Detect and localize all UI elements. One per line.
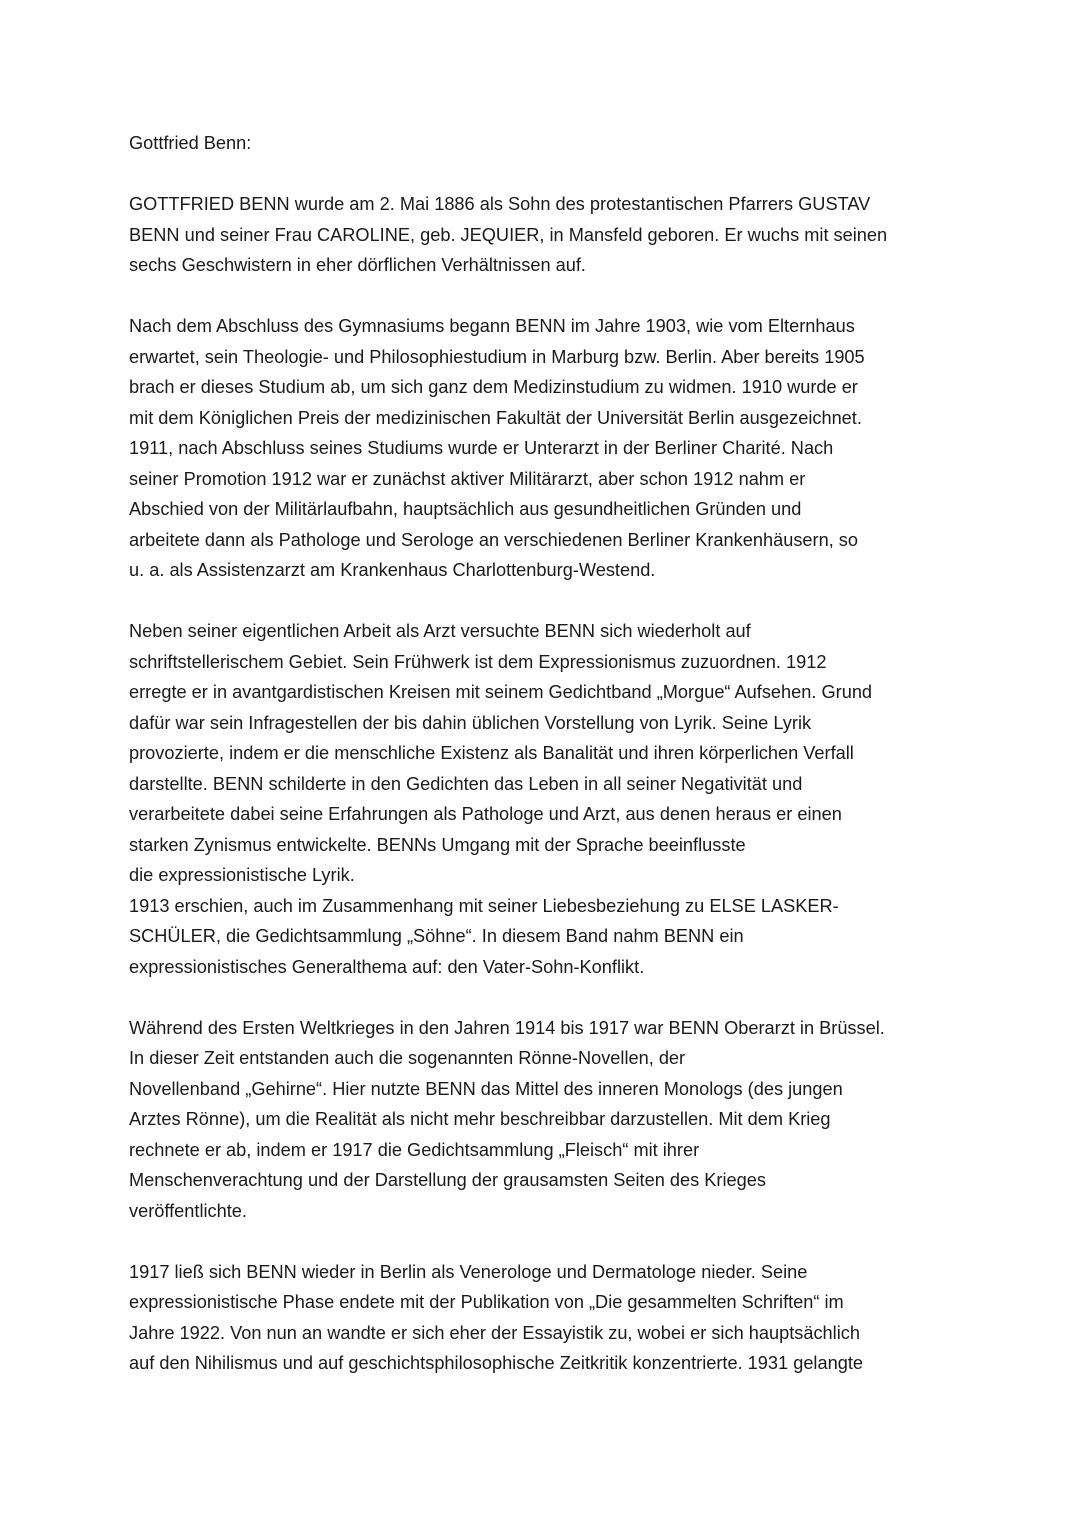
text-line: Novellenband „Gehirne“. Hier nutzte BENN das Mittel des inneren Monologs (des jungen — [129, 1078, 843, 1099]
text-line: u. a. als Assistenzarzt am Krankenhaus Charlottenburg-Westend. — [129, 560, 656, 580]
text-line: BENN und seiner Frau CAROLINE, geb. JEQUIER, in Mansfeld geboren. Er wuchs mit seinen — [129, 224, 888, 245]
text-line: Arztes Rönne), um die Realität als nicht mehr beschreibbar darzustellen. Mit dem Krieg — [129, 1109, 831, 1129]
paragraph-berlin-return — [129, 1257, 959, 1379]
text-line: auf den Nihilismus und auf geschichtsphilosophische Zeitkritik konzentrierte. 1931 gelangte — [129, 1353, 863, 1373]
text-line: 1913 erschien, auch im Zusammenhang mit seiner Liebesbeziehung zu ELSE LASKER- — [129, 895, 839, 916]
paragraph-world-war — [129, 1013, 959, 1227]
document-body — [129, 128, 959, 1379]
paragraph-early-work — [129, 616, 959, 982]
paragraph-spacer — [129, 159, 959, 190]
text-line: GOTTFRIED BENN wurde am 2. Mai 1886 als Sohn des protestantischen Pfarrers GUSTAV — [129, 194, 871, 214]
text-line: In dieser Zeit entstanden auch die sogenannten Rönne-Novellen, der — [129, 1048, 686, 1068]
text-line: erregte er in avantgardistischen Kreisen mit seinem Gedichtband „Morgue“ Aufsehen. Grund — [129, 682, 873, 702]
text-line: seiner Promotion 1912 war er zunächst aktiver Militärarzt, aber schon 1912 nahm er — [129, 468, 806, 489]
text-line: darstellte. BENN schilderte in den Gedichten das Leben in all seiner Negativität und — [129, 773, 803, 794]
text-line: schriftstellerischem Gebiet. Sein Frühwerk ist dem Expressionismus zuzuordnen. 1912 — [129, 651, 827, 672]
text-line: provozierte, indem er die menschliche Existenz als Banalität und ihren körperlichen Verfall — [129, 743, 854, 763]
text-line: verarbeitete dabei seine Erfahrungen als Pathologe und Arzt, aus denen heraus er einen — [129, 804, 842, 824]
text-line: arbeitete dann als Pathologe und Serologe an verschiedenen Berliner Krankenhäusern, so — [129, 529, 859, 550]
text-line: SCHÜLER, die Gedichtsammlung „Söhne“. In diesem Band nahm BENN ein — [129, 926, 744, 946]
text-line: Nach dem Abschluss des Gymnasiums begann BENN im Jahre 1903, wie vom Elternhaus — [129, 316, 855, 336]
text-line: mit dem Königlichen Preis der medizinischen Fakultät der Universität Berlin ausgezeichnet. — [129, 407, 862, 428]
text-line: starken Zynismus entwickelte. BENNs Umgang mit der Sprache beeinflusste — [129, 834, 746, 855]
text-line: Menschenverachtung und der Darstellung der grausamsten Seiten des Krieges — [129, 1170, 766, 1190]
paragraph-spacer — [129, 1226, 959, 1257]
document-title: Gottfried Benn: — [129, 133, 252, 153]
text-line: Abschied von der Militärlaufbahn, hauptsächlich aus gesundheitlichen Gründen und — [129, 499, 802, 519]
paragraph-spacer — [129, 586, 959, 617]
text-line: sechs Geschwistern in eher dörflichen Verhältnissen auf. — [129, 255, 586, 275]
paragraph-spacer — [129, 982, 959, 1013]
paragraph-spacer — [129, 281, 959, 312]
text-line: dafür war sein Infragestellen der bis dahin üblichen Vorstellung von Lyrik. Seine Lyrik — [129, 712, 812, 733]
text-line: brach er dieses Studium ab, um sich ganz dem Medizinstudium zu widmen. 1910 wurde er — [129, 377, 858, 397]
paragraph-education — [129, 311, 959, 586]
paragraph-birth — [129, 189, 959, 281]
text-line: 1917 ließ sich BENN wieder in Berlin als Venerologe und Dermatologe nieder. Seine — [129, 1261, 808, 1282]
text-line: Jahre 1922. Von nun an wandte er sich eher der Essayistik zu, wobei er sich hauptsächlich — [129, 1322, 860, 1343]
text-line: expressionistische Phase endete mit der Publikation von „Die gesammelten Schriften“ im — [129, 1292, 844, 1312]
text-line: rechnete er ab, indem er 1917 die Gedichtsammlung „Fleisch“ mit ihrer — [129, 1139, 700, 1160]
text-line: die expressionistische Lyrik. — [129, 865, 355, 885]
text-line: veröffentlichte. — [129, 1200, 247, 1221]
text-line: 1911, nach Abschluss seines Studiums wurde er Unterarzt in der Berliner Charité. Nach — [129, 438, 834, 458]
text-line: Während des Ersten Weltkrieges in den Jahren 1914 bis 1917 war BENN Oberarzt in Brüssel. — [129, 1017, 885, 1038]
text-line: expressionistisches Generalthema auf: den Vater-Sohn-Konflikt. — [129, 956, 645, 977]
text-line: erwartet, sein Theologie- und Philosophiestudium in Marburg bzw. Berlin. Aber bereits 1905 — [129, 346, 865, 367]
text-line: Neben seiner eigentlichen Arbeit als Arzt versuchte BENN sich wiederholt auf — [129, 621, 751, 641]
